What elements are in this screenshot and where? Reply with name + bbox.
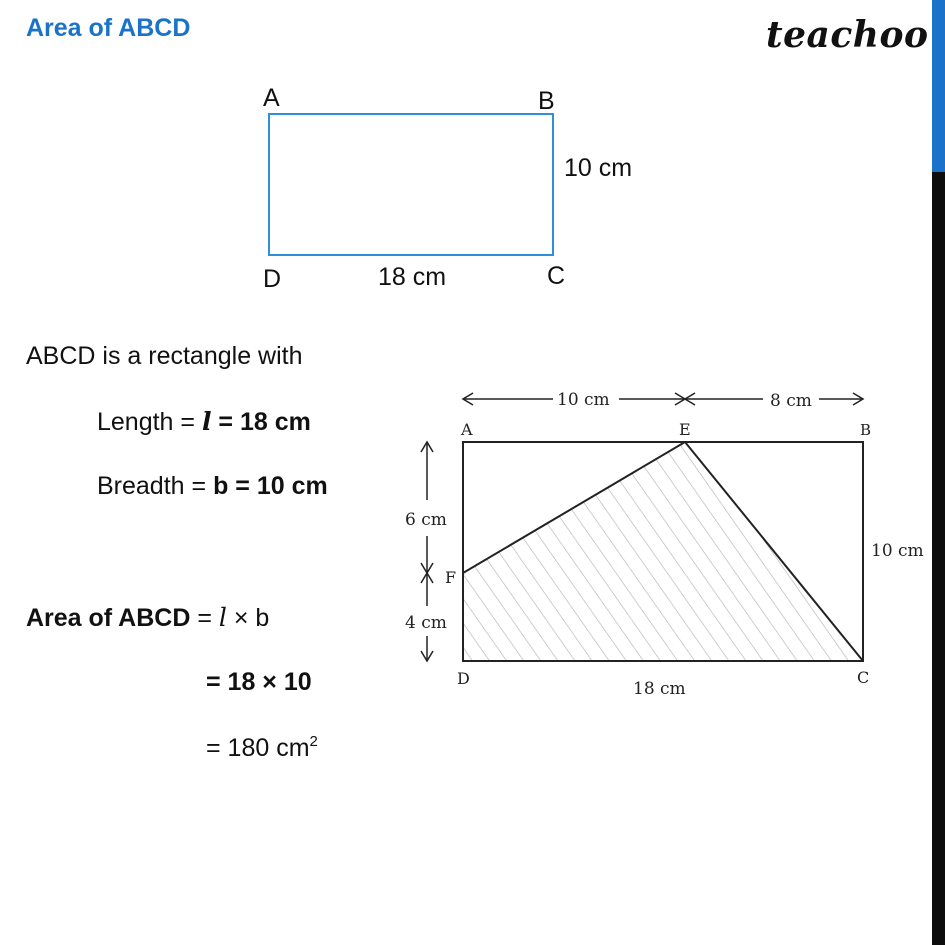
length-prefix: Length = <box>97 408 202 436</box>
right-sidebar <box>932 0 945 945</box>
breadth-line <box>97 472 328 501</box>
fig-dim-top-right: 8 cm <box>770 391 812 411</box>
area-symbol: l <box>218 603 227 632</box>
fig-label-f: F <box>445 568 457 587</box>
fig-label-c: C <box>857 668 870 687</box>
fig-label-e: E <box>679 420 691 439</box>
rect-bottom-label: 18 cm <box>378 263 447 291</box>
fig-dim-top-left: 10 cm <box>557 390 610 410</box>
rectangle-abcd <box>268 113 554 256</box>
rect-label-d: D <box>263 265 282 293</box>
length-symbol: l <box>201 407 212 436</box>
breadth-value: b = 10 cm <box>213 472 328 500</box>
fig-dim-upper-left: 6 cm <box>405 510 447 530</box>
fig-dim-lower-left: 4 cm <box>405 613 447 633</box>
rect-label-a: A <box>263 84 280 112</box>
length-line <box>97 407 311 437</box>
fig-dim-bottom: 18 cm <box>633 679 686 699</box>
sidebar-accent <box>932 0 945 172</box>
teachoo-logo: teachoo <box>766 14 929 56</box>
dim-left-upper <box>421 442 433 573</box>
area-label: Area of ABCD <box>26 604 191 632</box>
intro-line: ABCD is a rectangle with <box>26 342 303 370</box>
trapezium-figure <box>395 380 930 705</box>
page-title: Area of ABCD <box>26 14 191 42</box>
fig-label-a: A <box>461 420 473 439</box>
rect-label-b: B <box>538 87 555 115</box>
fig-label-d: D <box>457 669 470 688</box>
step-1: = 18 × 10 <box>206 668 312 696</box>
fig-label-b: B <box>860 421 872 439</box>
area-times: × b <box>226 604 270 632</box>
rect-side-label: 10 cm <box>564 154 633 182</box>
step-2 <box>206 733 318 763</box>
area-line <box>26 603 269 633</box>
fig-dim-right: 10 cm <box>871 541 924 561</box>
breadth-prefix: Breadth = <box>97 472 214 500</box>
length-value: = 18 cm <box>211 408 311 436</box>
rect-label-c: C <box>547 262 566 290</box>
step-2-value: = 180 cm <box>206 734 310 762</box>
area-eq: = <box>190 604 219 632</box>
shaded-region <box>463 442 863 661</box>
step-2-superscript: 2 <box>309 733 318 750</box>
